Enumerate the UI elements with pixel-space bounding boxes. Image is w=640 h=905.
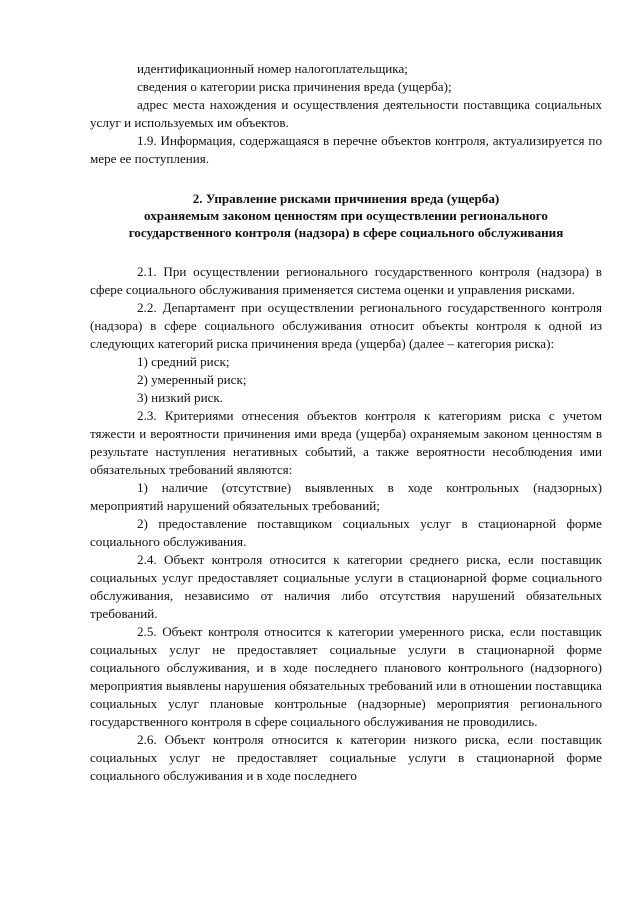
paragraph-2-6: 2.6. Объект контроля относится к категории низкого риска, если поставщик социальных услуг не предоставляет социальные услуги в стационарной форме социального обслуживания и в ходе последнего bbox=[90, 732, 602, 783]
paragraph-2-3: 2.3. Критериями отнесения объектов контроля к категориям риска с учетом тяжести и вероятности причинения ими вреда (ущерба) охраняемым законом ценностям в результате наступления негативных событий, а также вероятности несоблюдения ими обязательных требований являются: bbox=[90, 408, 602, 477]
intro-line-tin: идентификационный номер налогоплательщика; bbox=[137, 61, 408, 76]
section-2-heading-line-2: охраняемым законом ценностям при осуществлении регионального bbox=[144, 208, 548, 223]
paragraph-2-1: 2.1. При осуществлении регионального государственного контроля (надзора) в сфере социального обслуживания применяется система оценки и управления рисками. bbox=[90, 264, 602, 297]
paragraph-1-9: 1.9. Информация, содержащаяся в перечне объектов контроля, актуализируется по мере ее поступления. bbox=[90, 133, 602, 166]
risk-list-item-low: 3) низкий риск. bbox=[137, 390, 224, 405]
paragraph-2-4: 2.4. Объект контроля относится к категории среднего риска, если поставщик социальных услуг предоставляет социальные услуги в стационарной форме социального обслуживания, независимо от наличия либо отсутствия нарушений обязательных требований. bbox=[90, 552, 602, 621]
intro-line-risk-category: сведения о категории риска причинения вреда (ущерба); bbox=[137, 79, 452, 94]
paragraph-2-2: 2.2. Департамент при осуществлении регионального государственного контроля (надзора) в сфере социального обслуживания относит объекты контроля к одной из следующих категорий риска причинения вреда (ущерба) (далее – категория риска): bbox=[90, 300, 602, 351]
risk-list-item-medium: 1) средний риск; bbox=[137, 354, 230, 369]
section-2-heading-line-1: 2. Управление рисками причинения вреда (ущерба) bbox=[192, 191, 500, 206]
criteria-item-2: 2) предоставление поставщиком социальных услуг в стационарной форме социального обслуживания. bbox=[90, 516, 602, 549]
intro-line-address: адрес места нахождения и осуществления деятельности поставщика социальных услуг и используемых им объектов. bbox=[90, 97, 602, 130]
paragraph-2-5: 2.5. Объект контроля относится к категории умеренного риска, если поставщик социальных услуг не предоставляет социальные услуги в стационарной форме социального обслуживания, и в ходе последнего планового контрольного (надзорного) мероприятия выявлены нарушения обязательных требований или в отношении поставщика социальных услуг плановые контрольные (надзорные) мероприятия регионального государственного контроля в сфере социального обслуживания не проводились. bbox=[90, 624, 602, 729]
section-2-heading bbox=[90, 190, 602, 241]
section-2-heading-line-3: государственного контроля (надзора) в сфере социального обслуживания bbox=[128, 225, 564, 240]
criteria-item-1: 1) наличие (отсутствие) выявленных в ходе контрольных (надзорных) мероприятий нарушений обязательных требований; bbox=[90, 480, 602, 513]
document-page bbox=[90, 60, 602, 785]
risk-list-item-moderate: 2) умеренный риск; bbox=[137, 372, 247, 387]
